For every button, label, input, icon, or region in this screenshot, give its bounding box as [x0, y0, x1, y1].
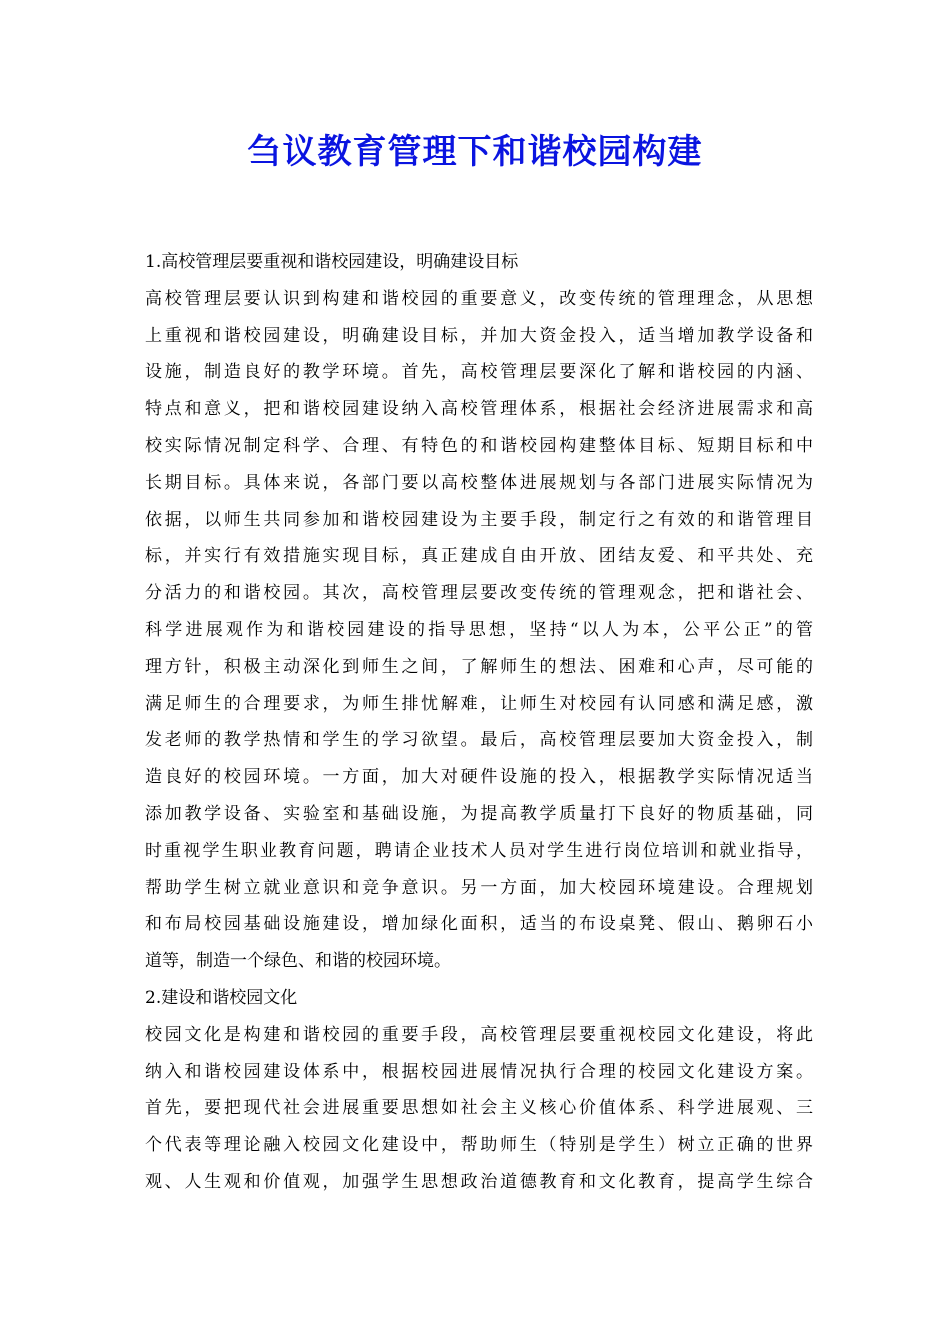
paragraph-line: 高校管理层要认识到构建和谐校园的重要意义，改变传统的管理理念，从思想: [145, 288, 813, 309]
paragraph-line: 科学进展观作为和谐校园建设的指导思想，坚持“以人为本，公平公正”的管: [145, 619, 813, 640]
paragraph-line: 上重视和谐校园建设，明确建设目标，并加大资金投入，适当增加教学设备和: [145, 325, 813, 346]
paragraph-line: 标，并实行有效措施实现目标，真正建成自由开放、团结友爱、和平共处、充: [145, 546, 813, 567]
paragraph-line: 造良好的校园环境。一方面，加大对硬件设施的投入，根据教学实际情况适当: [145, 767, 813, 788]
paragraph-line: 个代表等理论融入校园文化建设中，帮助师生（特别是学生）树立正确的世界: [145, 1135, 813, 1156]
paragraph-line: 添加教学设备、实验室和基础设施，为提高教学质量打下良好的物质基础，同: [145, 803, 813, 824]
paragraph-line: 观、人生观和价值观，加强学生思想政治道德教育和文化教育，提高学生综合: [145, 1171, 813, 1192]
document-body: [145, 244, 813, 1201]
paragraph-line: 帮助学生树立就业意识和竞争意识。另一方面，加大校园环境建设。合理规划: [145, 877, 813, 898]
section-heading: 2.建设和谐校园文化: [145, 987, 298, 1008]
paragraph-line: 依据，以师生共同参加和谐校园建设为主要手段，制定行之有效的和谐管理目: [145, 509, 813, 530]
paragraph-line: 理方针，积极主动深化到师生之间，了解师生的想法、困难和心声，尽可能的: [145, 656, 813, 677]
section-heading: 1.高校管理层要重视和谐校园建设，明确建设目标: [145, 252, 519, 272]
paragraph-line: 道等，制造一个绿色、和谐的校园环境。: [145, 951, 451, 972]
paragraph-line: 时重视学生职业教育问题，聘请企业技术人员对学生进行岗位培训和就业指导，: [145, 840, 813, 861]
paragraph-line: 满足师生的合理要求，为师生排忧解难，让师生对校园有认同感和满足感，激: [145, 693, 813, 714]
paragraph-line: 发老师的教学热情和学生的学习欲望。最后，高校管理层要加大资金投入，制: [145, 730, 813, 751]
paragraph-line: 设施，制造良好的教学环境。首先，高校管理层要深化了解和谐校园的内涵、: [145, 362, 813, 383]
paragraph-line: 分活力的和谐校园。其次，高校管理层要改变传统的管理观念，把和谐社会、: [145, 583, 813, 604]
paragraph-line: 和布局校园基础设施建设，增加绿化面积，适当的布设桌凳、假山、鹅卵石小: [145, 914, 813, 935]
paragraph-line: 首先，要把现代社会进展重要思想如社会主义核心价值体系、科学进展观、三: [145, 1098, 813, 1119]
paragraph-line: 纳入和谐校园建设体系中，根据校园进展情况执行合理的校园文化建设方案。: [145, 1061, 813, 1082]
paragraph-line: 校园文化是构建和谐校园的重要手段，高校管理层要重视校园文化建设，将此: [145, 1024, 813, 1045]
document-title: 刍议教育管理下和谐校园构建: [247, 132, 703, 172]
paragraph-line: 长期目标。具体来说，各部门要以高校整体进展规划与各部门进展实际情况为: [145, 472, 813, 493]
paragraph-line: 特点和意义，把和谐校园建设纳入高校管理体系，根据社会经济进展需求和高: [145, 399, 813, 420]
paragraph-line: 校实际情况制定科学、合理、有特色的和谐校园构建整体目标、短期目标和中: [145, 435, 813, 456]
